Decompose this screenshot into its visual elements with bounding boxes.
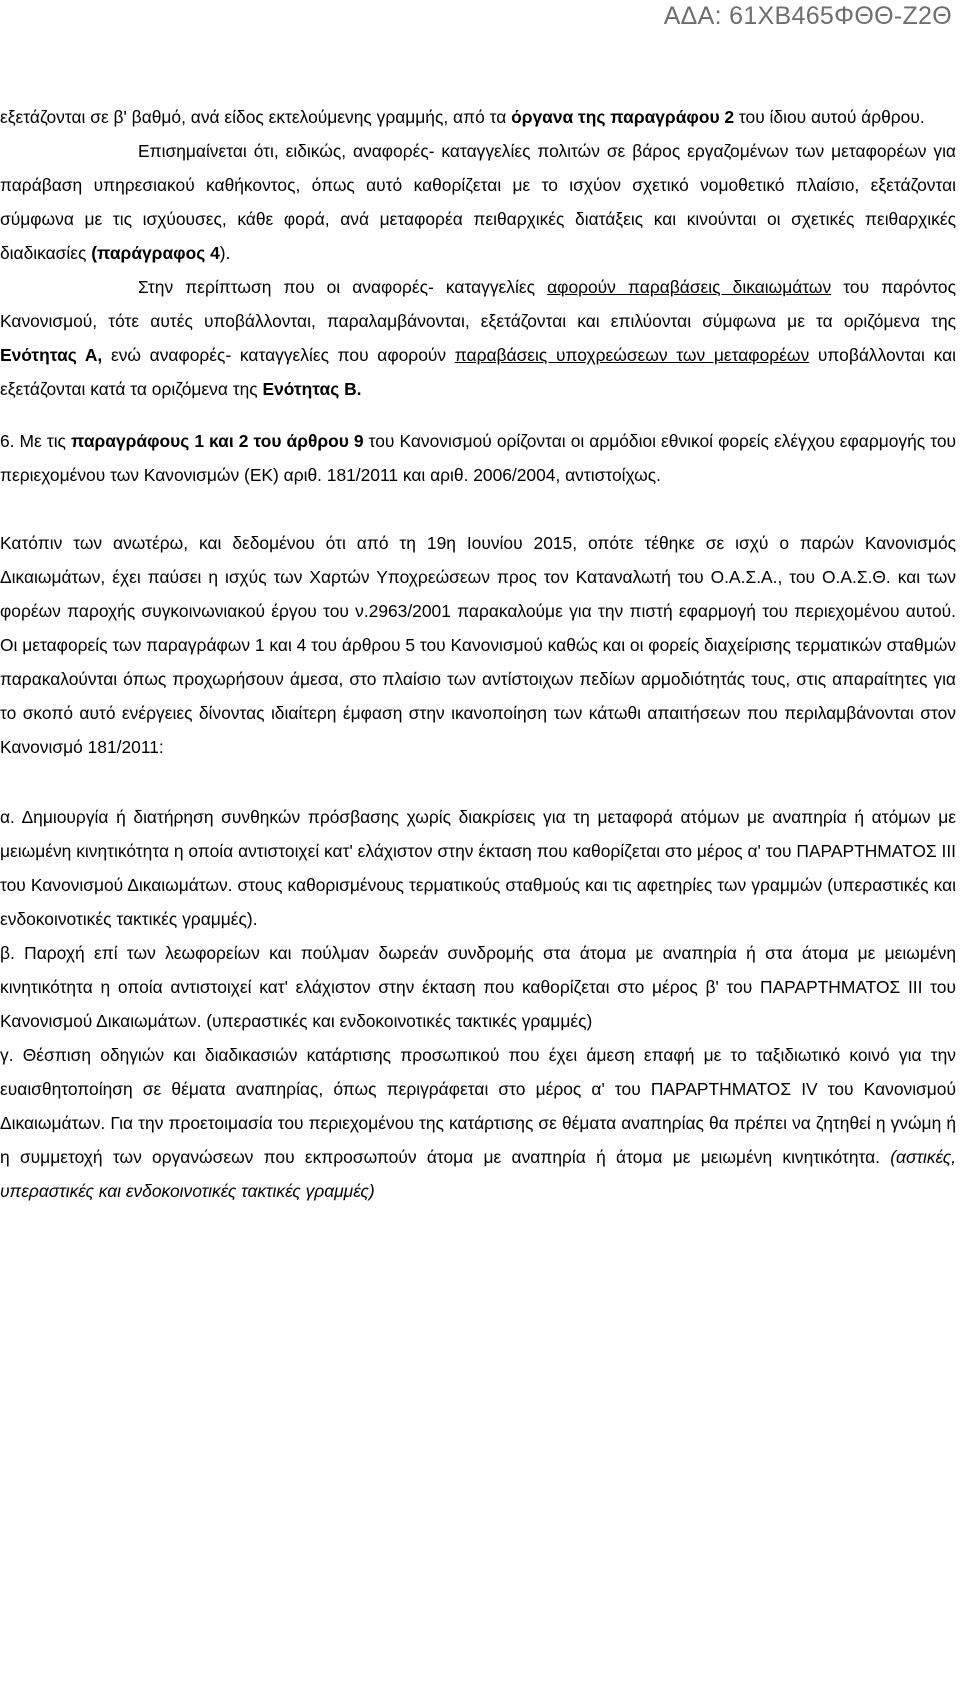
text: Επισημαίνεται ότι, ειδικώς, αναφορές- καταγγελίες πολιτών σε βάρος εργαζομένων των μεταφορέων για παράβαση υπηρεσιακού καθήκοντος, όπως αυτό καθορίζεται με το ισχύον σχετικό νομοθετικό πλαίσιο, εξετάζονται σύμφωνα με τις ισχύουσες, κάθε φορά, ανά μεταφορέα πειθαρχικές διατάξεις και κινούνται οι σχετικές πειθαρχικές διαδικασίες: [0, 141, 956, 263]
paragraph-item-b: [0, 936, 956, 1038]
paragraph-request: [0, 526, 956, 764]
text: α. Δημιουργία ή διατήρηση συνθηκών πρόσβασης χωρίς διακρίσεις για τη μεταφορά ατόμων με αναπηρία ή ατόμων με μειωμένη κινητικότητα η οποία αντιστοιχεί κατ' ελάχιστον στην έκταση που καθορίζεται στο μέρος α' του ΠΑΡΑΡΤΗΜΑΤΟΣ ΙΙΙ του Κανονισμού Δικαιωμάτων. στους καθορισμένους τερματικούς σταθμούς και τις αφετηρίες των γραμμών (υπεραστικές και ενδοκοινοτικές τακτικές γραμμές).: [0, 807, 956, 929]
text: εξετάζονται σε β' βαθμό, ανά είδος εκτελούμενης γραμμής, από τα: [0, 107, 512, 127]
paragraph-employee-complaints: [0, 134, 956, 270]
underlined-text: αφορούν παραβάσεις δικαιωμάτων: [547, 277, 832, 297]
text: ).: [219, 243, 231, 263]
text: Κατόπιν των ανωτέρω, και δεδομένου ότι από τη 19η Ιουνίου 2015, οπότε τέθηκε σε ισχύ ο παρών Κανονισμός Δικαιωμάτων, έχει παύσει η ισχύς των Χαρτών Υποχρεώσεων προς τον Καταναλωτή του Ο.Α.Σ.Α., του Ο.Α.Σ.Θ. και των φορέων παροχής συγκοινωνιακού έργου του ν.2963/2001 παρακαλούμε για την πιστή εφαρμογή του περιεχομένου αυτού. Οι μεταφορείς των παραγράφων 1 και 4 του άρθρου 5 του Κανονισμού καθώς και οι φορείς διαχείρισης τερματικών σταθμών παρακαλούνται όπως προχωρήσουν άμεσα, στο πλαίσιο των αντίστοιχων πεδίων αρμοδιότητάς τους, στις απαραίτητες για το σκοπό αυτό ενέργειες δίνοντας ιδιαίτερη έμφαση στην ικανοποίηση των κάτωθι απαιτήσεων που περιλαμβάνονται στον Κανονισμό 181/2011:: [0, 533, 956, 757]
bold-text: (παράγραφος 4: [91, 243, 220, 263]
italic-text: (αστικές, υπεραστικές και ενδοκοινοτικές τακτικές γραμμές): [0, 1147, 956, 1201]
text: Στην περίπτωση που οι αναφορές- καταγγελίες: [138, 277, 548, 297]
text: 6. Με τις: [0, 431, 71, 451]
text: υποβάλλονται και εξετάζονται κατά τα οριζόμενα της: [0, 345, 957, 399]
underlined-text: παραβάσεις υποχρεώσεων των μεταφορέων: [454, 345, 810, 365]
bold-text: όργανα της παραγράφου 2: [511, 107, 735, 127]
text: του ίδιου αυτού άρθρου.: [734, 107, 925, 127]
text: του Κανονισμού ορίζονται οι αρμόδιοι εθνικοί φορείς ελέγχου εφαρμογής του περιεχομένου των Κανονισμών (ΕΚ) αριθ. 181/2011 και αριθ. 2006/2004, αντιστοίχως.: [0, 431, 957, 485]
ada-code: ΑΔΑ: 61ΧΒ465ΦΘΘ-Ζ2Θ: [663, 2, 952, 30]
text: γ. Θέσπιση οδηγιών και διαδικασιών κατάρτισης προσωπικού που έχει άμεση επαφή με το ταξιδιωτικό κοινό για την ευαισθητοποίηση σε θέματα αναπηρίας, όπως περιγράφεται στο μέρος α' του ΠΑΡΑΡΤΗΜΑΤΟΣ IV του Κανονισμού Δικαιωμάτων. Για την προετοιμασία του περιεχομένου της κατάρτισης σε θέματα αναπηρίας θα πρέπει να ζητηθεί η γνώμη ή η συμμετοχή των οργανώσεων που εκπροσωπούν άτομα με αναπηρία ή άτομα με μειωμένη κινητικότητα.: [0, 1045, 956, 1167]
text: β. Παροχή επί των λεωφορείων και πούλμαν δωρεάν συνδρομής στα άτομα με αναπηρία ή στα άτομα με μειωμένη κινητικότητα η οποία αντιστοιχεί κατ' ελάχιστον στην έκταση που καθορίζεται στο μέρος β' του ΠΑΡΑΡΤΗΜΑΤΟΣ ΙΙΙ του Κανονισμού Δικαιωμάτων. (υπεραστικές και ενδοκοινοτικές τακτικές γραμμές): [0, 943, 956, 1031]
paragraph-complaints-second-degree: [0, 100, 956, 134]
document-body: [0, 100, 956, 1208]
paragraph-item-6: [0, 424, 956, 492]
text: ενώ αναφορές- καταγγελίες που αφορούν: [102, 345, 455, 365]
bold-text: παραγράφους 1 και 2 του άρθρου 9: [70, 431, 364, 451]
bold-text: Ενότητας Β.: [262, 379, 362, 399]
paragraph-item-a: [0, 800, 956, 936]
paragraph-item-c: [0, 1038, 956, 1208]
paragraph-rights-violations: [0, 270, 956, 406]
text: του παρόντος Κανονισμού, τότε αυτές υποβάλλονται, παραλαμβάνονται, εξετάζονται και επιλύονται σύμφωνα με τα οριζόμενα της: [0, 277, 956, 331]
bold-text: Ενότητας Α,: [0, 345, 103, 365]
